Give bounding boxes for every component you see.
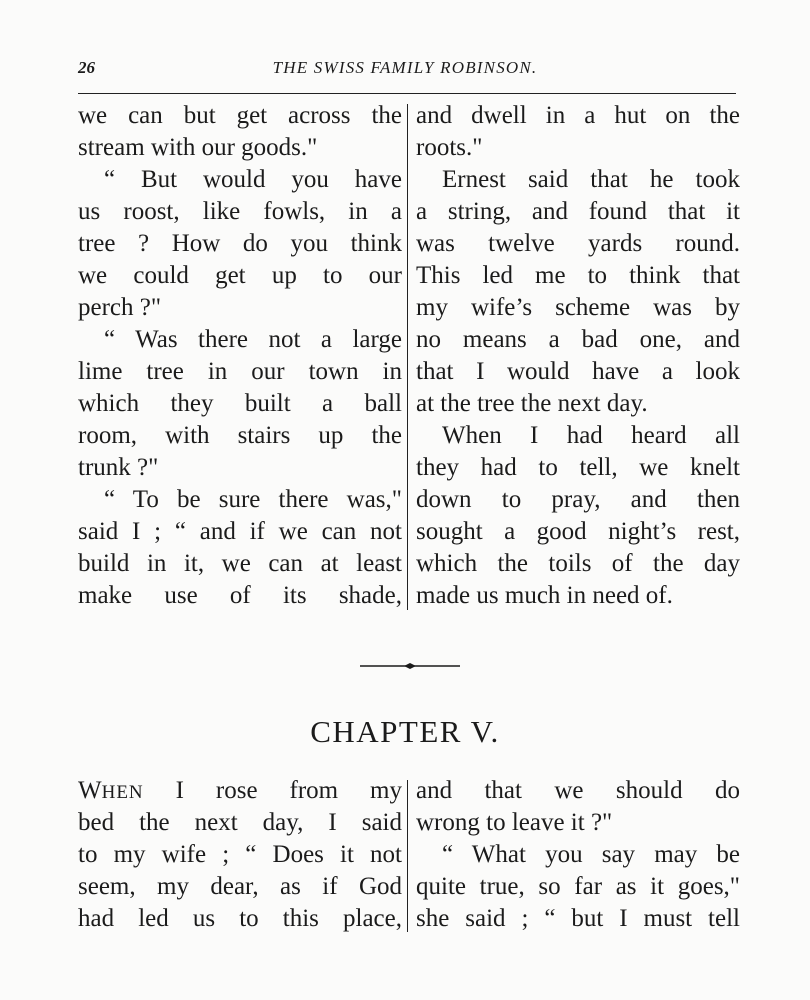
text-line: no means a bad one, and xyxy=(416,326,740,353)
opening-smallcaps: HEN xyxy=(101,782,144,803)
text-line: a string, and found that it xyxy=(416,198,740,225)
text-line: This led me to think that xyxy=(416,262,740,289)
chapter-title: CHAPTER V. xyxy=(310,714,500,749)
text-line: bed the next day, I said xyxy=(78,809,402,836)
text-line: seem, my dear, as if God xyxy=(78,873,402,900)
text-line: us roost, like fowls, in a xyxy=(78,198,402,225)
text-column-right xyxy=(416,100,740,612)
text-line: perch ?" xyxy=(78,294,162,321)
text-line: at the tree the next day. xyxy=(416,390,648,417)
text-line: trunk ?" xyxy=(78,454,159,481)
text-line: tree ? How do you think xyxy=(78,230,402,257)
opening-initial: W xyxy=(78,777,102,804)
running-title: THE SWISS FAMILY ROBINSON. xyxy=(272,58,538,77)
text-line: “ To be sure there was," xyxy=(104,486,402,513)
text-line: had led us to this place, xyxy=(78,905,402,932)
text-line: quite true, so far as it goes," xyxy=(416,873,740,900)
text-line: Ernest said that he took xyxy=(442,166,740,193)
text-line: and dwell in a hut on the xyxy=(416,102,740,129)
text-line: “ But would you have xyxy=(104,166,402,193)
text-line: down to pray, and then xyxy=(416,486,740,513)
text-column-left xyxy=(78,100,402,612)
text-line: wrong to leave it ?" xyxy=(416,809,613,836)
page-number: 26 xyxy=(78,58,95,77)
text-line: When I had heard all xyxy=(442,422,740,449)
text-line: room, with stairs up the xyxy=(78,422,402,449)
text-line: made us much in need of. xyxy=(416,582,673,609)
text-line: which they built a ball xyxy=(78,390,402,417)
text-line xyxy=(78,775,402,807)
text-line: to my wife ; “ Does it not xyxy=(78,841,402,868)
text-line: that I would have a look xyxy=(416,358,740,385)
text-line: sought a good night’s rest, xyxy=(416,518,740,545)
text-line: “ What you say may be xyxy=(442,841,740,868)
column-divider xyxy=(407,104,408,610)
text-line: and that we should do xyxy=(416,777,740,804)
text-line: make use of its shade, xyxy=(78,582,402,609)
text-line: they had to tell, we knelt xyxy=(416,454,740,481)
text-line: which the toils of the day xyxy=(416,550,740,577)
text-line: we can but get across the xyxy=(78,102,402,129)
text-line: stream with our goods." xyxy=(78,134,318,161)
text-line: said I ; “ and if we can not xyxy=(78,518,402,545)
text-column-left xyxy=(78,775,402,935)
text-line: she said ; “ but I must tell xyxy=(416,905,740,932)
text-column-right xyxy=(416,775,740,935)
text-line: “ Was there not a large xyxy=(104,326,402,353)
text-line: we could get up to our xyxy=(78,262,402,289)
opening-line-rest: I rose from my xyxy=(143,777,402,804)
text-line: was twelve yards round. xyxy=(416,230,740,257)
text-line: build in it, we can at least xyxy=(78,550,402,577)
text-line: lime tree in our town in xyxy=(78,358,402,385)
text-line: roots." xyxy=(416,134,483,161)
column-divider xyxy=(407,780,408,932)
section-ornament xyxy=(360,660,460,672)
header-rule xyxy=(78,93,736,94)
text-line: my wife’s scheme was by xyxy=(416,294,740,321)
